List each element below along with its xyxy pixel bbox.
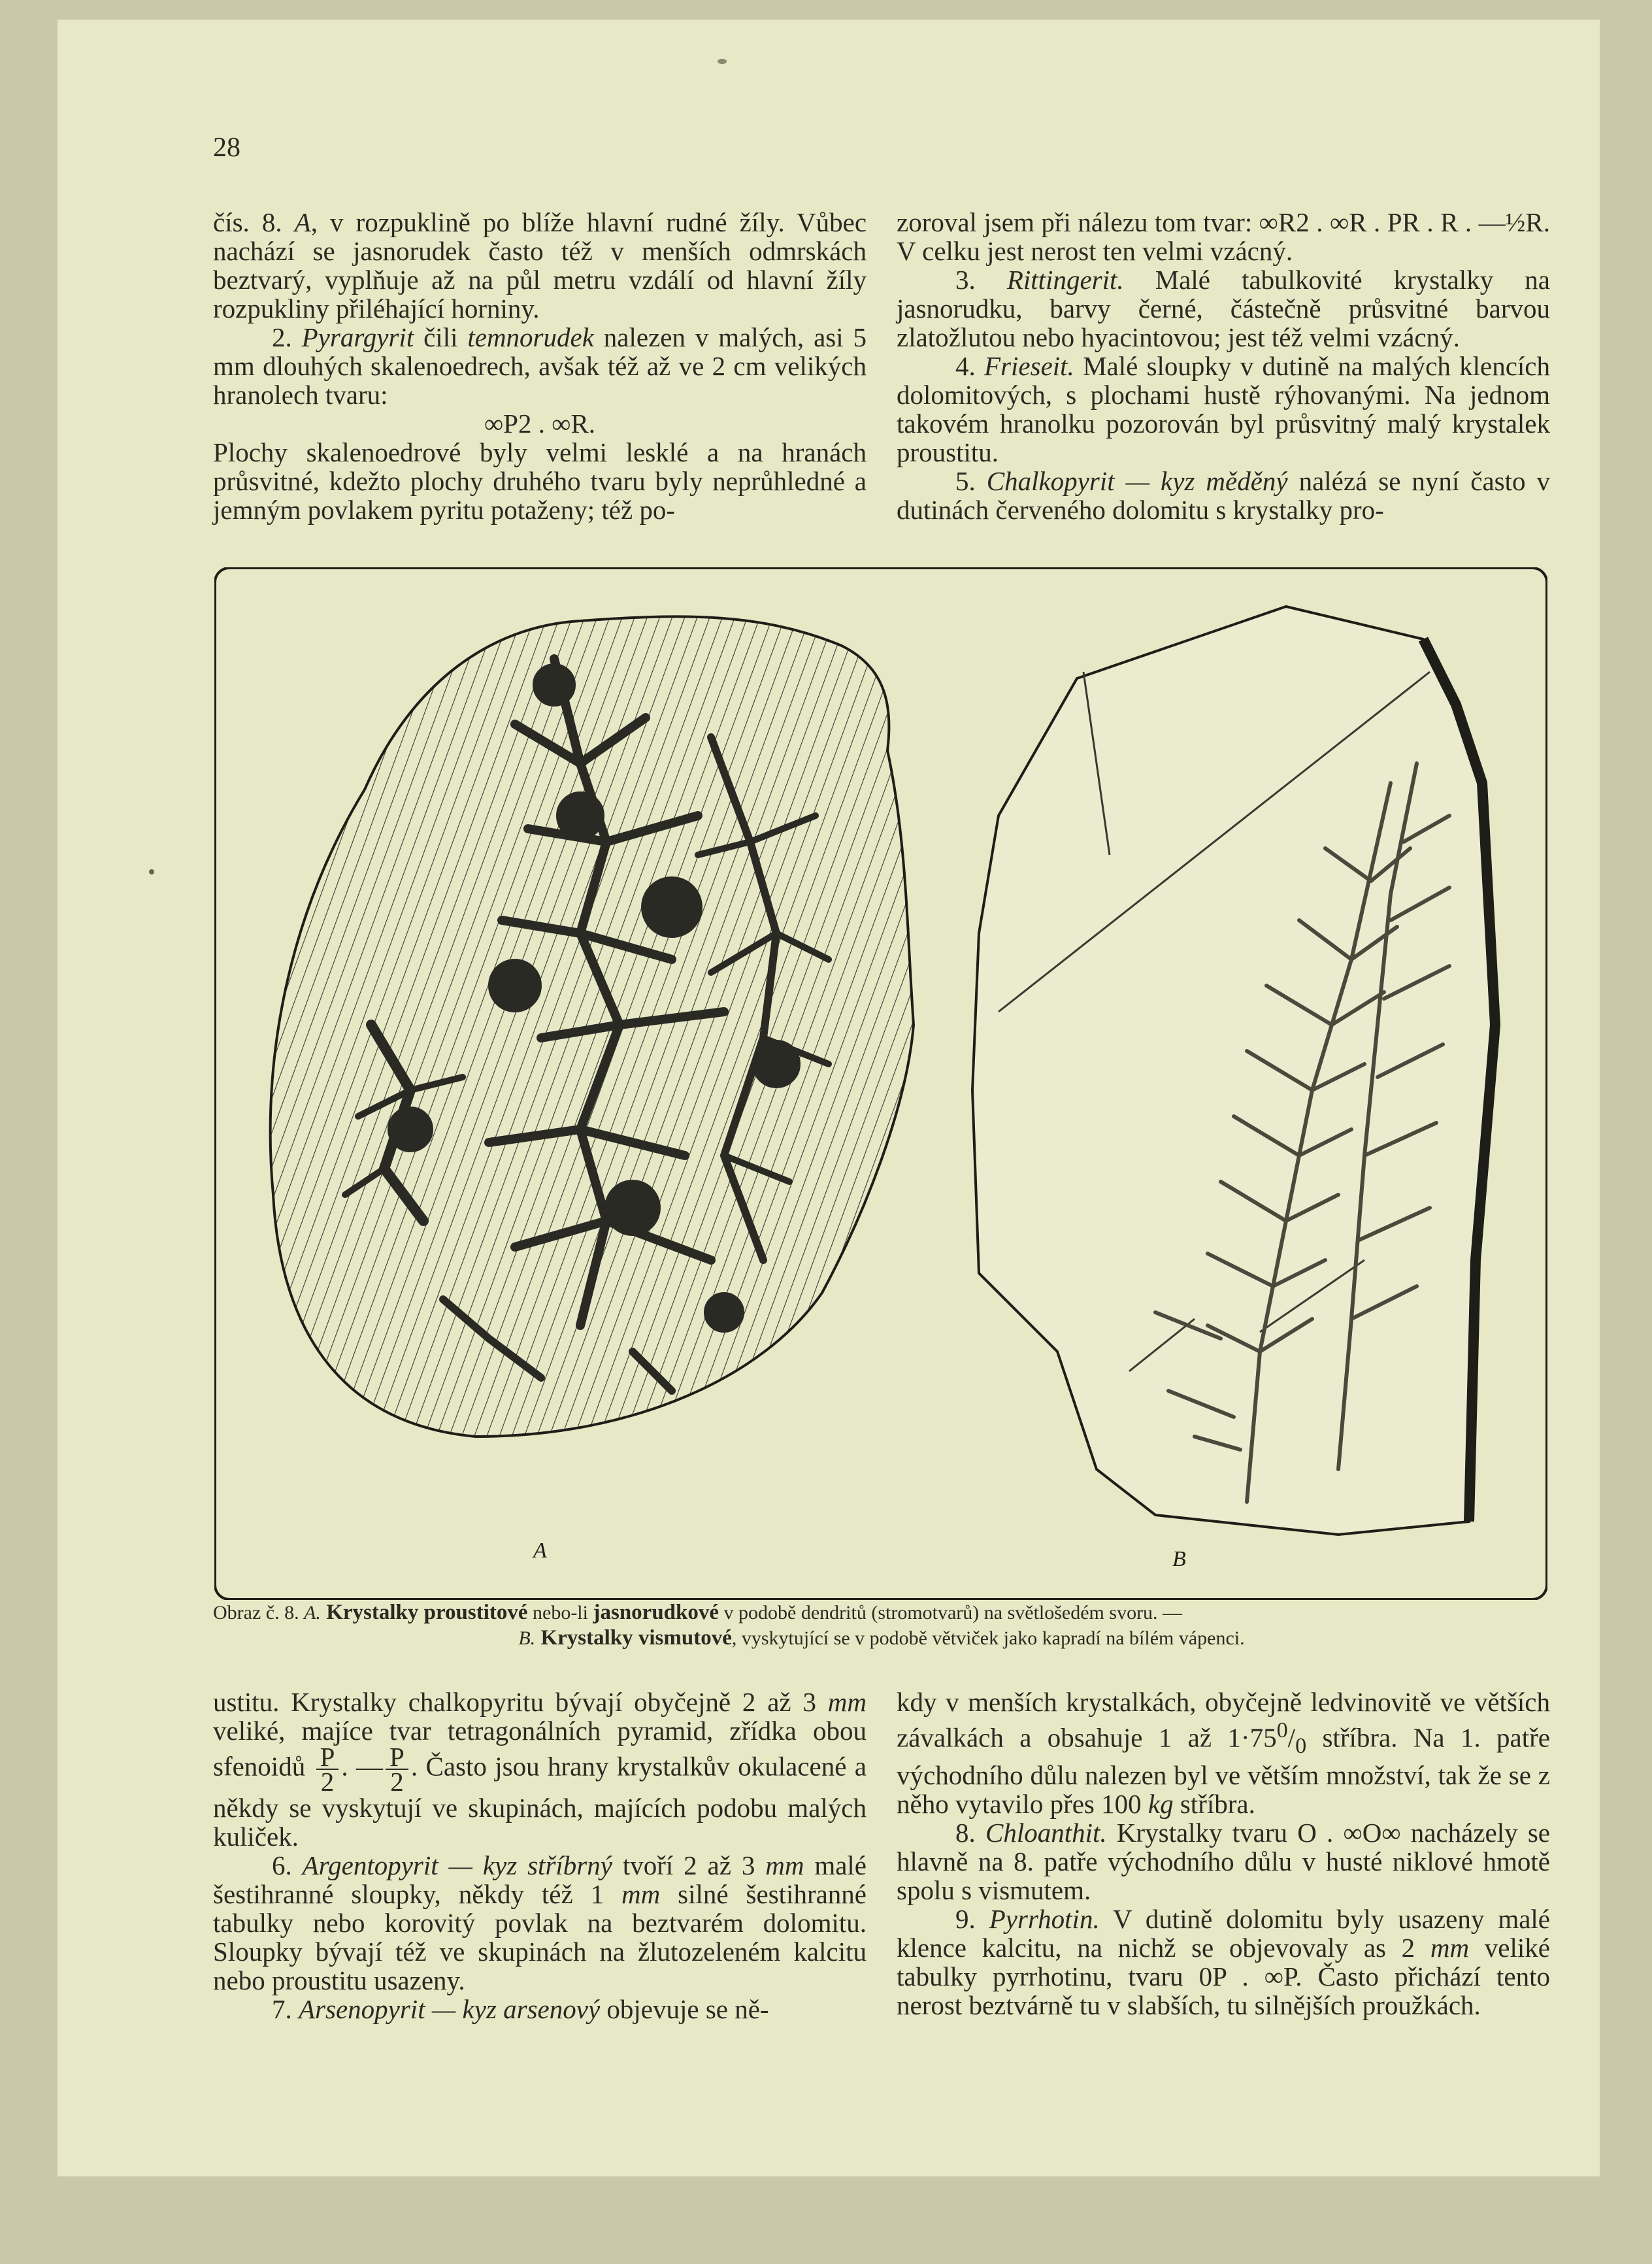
paragraph-pyrargyrit: 2. Pyrargyrit čili temnorudek nalezen v malých, asi 5 mm dlouhých skalenoedrech, avšak též až ve 2 cm velikých hranolech tvaru: <box>213 322 867 410</box>
paragraph-chalkopyrit: 5. Chalkopyrit — kyz měděný nalézá se nyní často v dutinách červeného dolomitu s krystalky pro- <box>897 466 1551 525</box>
figure-illustration <box>214 567 1547 1600</box>
paragraph: Plochy skalenoedrové byly velmi lesklé a na hranách průsvitné, kdežto plochy druhého tvaru byly neprůhledné a jemným povlakem pyritu potaženy; též po- <box>213 437 867 525</box>
page-number: 28 <box>213 133 240 163</box>
paragraph-rittingerit: 3. Rittingerit. Malé tabulkovité krystalky na jasnorudku, barvy černé, částečně průsvitné barvou zlatožlutou nebo hyacintovou; jest též velmi vzácný. <box>897 265 1550 352</box>
specimen-b-bismuth-fern-crystals <box>972 607 1495 1571</box>
paragraph-pyrrhotin: 9. Pyrrhotin. V dutině dolomitu byly usazeny malé klence kalcitu, na nichž se objevovaly as 2 mm veliké tabulky pyrrhotinu, tvaru 0P . ∞P. Často přichází tento nerost beztvárně tu v slabších, tu silnějších proužkách. <box>897 1903 1550 2020</box>
figure-8 <box>214 567 1547 1600</box>
paragraph-arsenopyrit: 7. Arsenopyrit — kyz arsenový objevuje se ně- <box>272 1994 769 2024</box>
paragraph-argentopyrit: 6. Argentopyrit — kyz stříbrný tvoří 2 až 3 mm malé šestihranné sloupky, někdy též 1 mm silné šestihranné tabulky nebo korovitý povlak na beztvarém dolomitu. Sloupky bývají též ve skupinách na žlutozeleném kalcitu nebo proustitu usazeny. <box>213 1850 867 1995</box>
paragraph-frieseit: 4. Frieseit. Malé sloupky v dutině na malých klencích dolomitových, s plochami hustě rýhovanými. Na jednom takovém hranolku pozorován byl průsvitný malý krystalek proustitu. <box>897 351 1551 467</box>
crystal-formula: ∞P2 . ∞R. <box>484 408 596 439</box>
paragraph-chloanthit: 8. Chloanthit. Krystalky tvaru O . ∞O∞ nacházely se hlavně na 8. patře východního důlu v husté niklové hmotě spolu s vismutem. <box>897 1817 1551 1905</box>
stain-mark <box>149 869 154 874</box>
caption-line-1: Obraz č. 8. A. Krystalky proustitové nebo-li jasnorudkové v podobě dendritů (stromotvarů) na světlošedém svoru. — <box>213 1601 1183 1624</box>
paragraph: čís. 8. A, v rozpuklině po blíže hlavní rudné žíly. Vůbec nachází se jasnorudek často též v menších odmrskách beztvarý, vyplňuje až na půl metru vzdálí od hlavní žíly rozpukliny přiléhající horniny. <box>213 207 867 324</box>
stain-mark <box>718 59 727 64</box>
paragraph: zoroval jsem při nálezu tom tvar: ∞R2 . ∞R . PR . R . —½R. V celku jest nerost ten velmi vzácný. <box>897 207 1550 266</box>
figure-caption <box>213 1600 1550 1651</box>
text-column-left-top <box>213 208 867 524</box>
figure-label-b: B <box>1172 1547 1186 1571</box>
text-column-left-bottom <box>213 1688 867 2023</box>
text-column-right-bottom <box>897 1688 1550 2020</box>
text-column-right-top <box>897 208 1550 524</box>
paragraph-arsenopyrit-cont: kdy v menších krystalkách, obyčejně ledvinovitě ve větších závalkách a obsahuje 1 až $1\cdot 75^0/_0$ stříbra. Na 1. patře východního důlu nalezen byl ve větším množství, tak že se z něho vytavilo přes 100 kg stříbra. <box>897 1687 1550 1819</box>
figure-label-a: A <box>533 1539 547 1563</box>
fraction: $\frac{P}{2}$ <box>316 1745 339 1793</box>
caption-line-2: B. Krystalky vismutové, vyskytující se v podobě větviček jako kapradí na bílém vápenci. <box>518 1626 1245 1650</box>
fraction: $\frac{P}{2}$ <box>386 1745 408 1793</box>
specimen-a-proustite-dendrites <box>271 616 914 1563</box>
paragraph-chalkopyrit-cont: ustitu. Krystalky chalkopyritu bývají obyčejně 2 až 3 mm veliké, majíce tvar tetragonálních pyramid, zřídka obou sfenoidů $\frac{P}{2}$ . — $\frac{P}{2}$ . Často jsou hrany krystalkův okulacené a někdy se vyskytují ve skupinách, majících podobu malých kuliček. <box>213 1687 867 1852</box>
